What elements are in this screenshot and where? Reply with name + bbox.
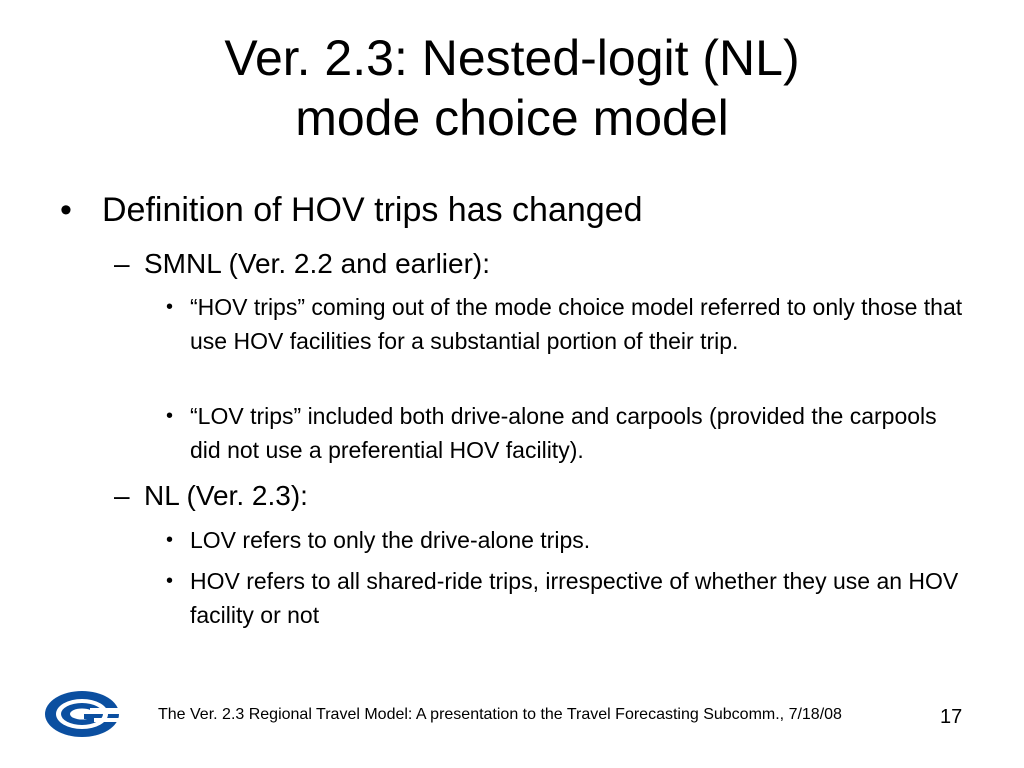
slide-title-line2: mode choice model — [295, 90, 729, 146]
sub-sub-bullet-hov-def — [166, 564, 966, 632]
bullet-marker: • — [60, 191, 72, 229]
sub-sub-bullet-hov-trips — [166, 290, 966, 358]
bullet-marker: • — [166, 570, 174, 592]
slide-title-line1: Ver. 2.3: Nested-logit (NL) — [224, 30, 800, 86]
slide-number: 17 — [940, 706, 963, 728]
sub-sub-bullet-lov-trips — [166, 399, 966, 467]
cog-logo-icon — [44, 689, 120, 739]
sub-sub-bullet-text: HOV refers to all shared-ride trips, irrespective of whether they use an HOV facility or not — [190, 568, 959, 628]
slide-title — [0, 28, 1024, 148]
bullet-text: Definition of HOV trips has changed — [102, 191, 643, 229]
footer-text: The Ver. 2.3 Regional Travel Model: A presentation to the Travel Forecasting Subcomm., 7/18/08 — [158, 706, 842, 723]
sub-bullet-text: NL (Ver. 2.3): — [144, 480, 308, 511]
dash-marker: – — [114, 248, 130, 279]
sub-sub-bullet-lov-def — [166, 523, 966, 557]
sub-sub-bullet-text: LOV refers to only the drive-alone trips. — [190, 527, 591, 553]
bullet-marker: • — [166, 296, 174, 318]
sub-sub-bullet-text: “LOV trips” included both drive-alone and carpools (provided the carpools did not use a preferential HOV facility). — [190, 403, 937, 463]
dash-marker: – — [114, 480, 130, 511]
bullet-marker: • — [166, 405, 174, 427]
sub-bullet-text: SMNL (Ver. 2.2 and earlier): — [144, 248, 491, 279]
bullet-marker: • — [166, 529, 174, 551]
sub-sub-bullet-text: “HOV trips” coming out of the mode choice model referred to only those that use HOV facilities for a substantial portion of their trip. — [190, 294, 963, 354]
